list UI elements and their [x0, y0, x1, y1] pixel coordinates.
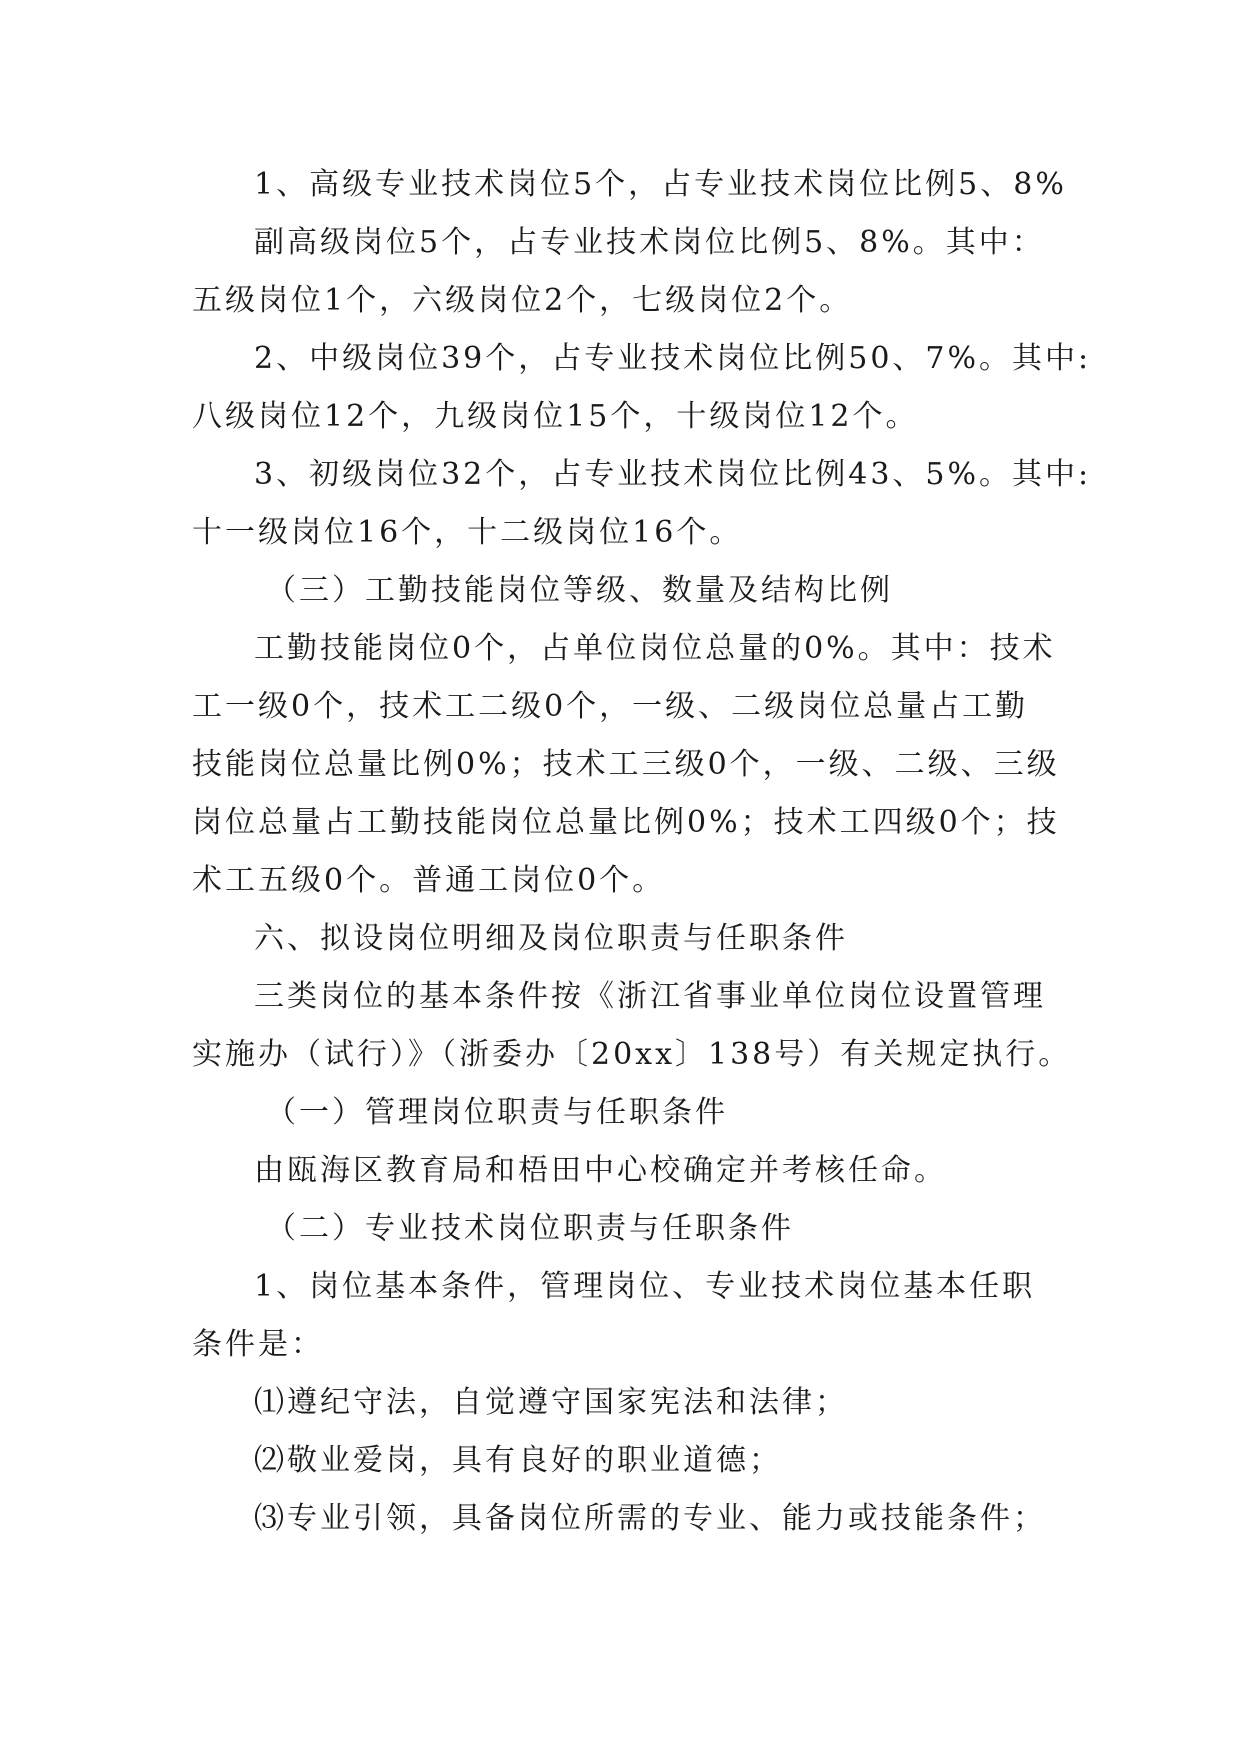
text-line-2: 副高级岗位5个，占专业技术岗位比例5、8%。其中：: [254, 225, 1045, 260]
text-line-12: 岗位总量占工勤技能岗位总量比例0%；技术工四级0个；技: [192, 805, 1060, 840]
text-line-9: 工勤技能岗位0个，占单位岗位总量的0%。其中：技术: [254, 631, 1056, 666]
text-line-4: 2、中级岗位39个，占专业技术岗位比例50、7%。其中:: [254, 341, 1092, 376]
section-heading-6: 六、拟设岗位明细及岗位职责与任职条件: [254, 921, 848, 956]
text-line-5: 八级岗位12个，九级岗位15个，十级岗位12个。: [192, 399, 919, 434]
section-heading-3: （三）工勤技能岗位等级、数量及结构比例: [266, 573, 893, 608]
text-line-7: 十一级岗位16个，十二级岗位16个。: [192, 515, 743, 550]
list-item-2: ⑵敬业爱岗，具有良好的职业道德；: [254, 1443, 782, 1478]
section-heading-1: （一）管理岗位职责与任职条件: [266, 1095, 728, 1130]
text-line-15: 三类岗位的基本条件按《浙江省事业单位岗位设置管理: [254, 979, 1046, 1014]
text-line-13: 术工五级0个。普通工岗位0个。: [192, 863, 666, 898]
list-item-3: ⑶专业引领，具备岗位所需的专业、能力或技能条件；: [254, 1501, 1046, 1536]
text-line-18: 由瓯海区教育局和梧田中心校确定并考核任命。: [254, 1153, 947, 1188]
text-line-21: 条件是：: [192, 1327, 324, 1362]
text-line-10: 工一级0个，技术工二级0个，一级、二级岗位总量占工勤: [192, 689, 1029, 724]
text-line-16: 实施办（试行）》（浙委办〔20xx〕138号）有关规定执行。: [192, 1037, 1072, 1072]
text-line-3: 五级岗位1个，六级岗位2个，七级岗位2个。: [192, 283, 853, 318]
list-item-1: ⑴遵纪守法，自觉遵守国家宪法和法律；: [254, 1385, 848, 1420]
text-line-6: 3、初级岗位32个，占专业技术岗位比例43、5%。其中:: [254, 457, 1092, 492]
text-line-1: 1、高级专业技术岗位5个，占专业技术岗位比例5、8%: [254, 167, 1067, 202]
text-line-20: 1、岗位基本条件，管理岗位、专业技术岗位基本任职: [254, 1269, 1036, 1304]
text-line-11: 技能岗位总量比例0%；技术工三级0个，一级、二级、三级: [192, 747, 1060, 782]
section-heading-2: （二）专业技术岗位职责与任职条件: [266, 1211, 794, 1246]
